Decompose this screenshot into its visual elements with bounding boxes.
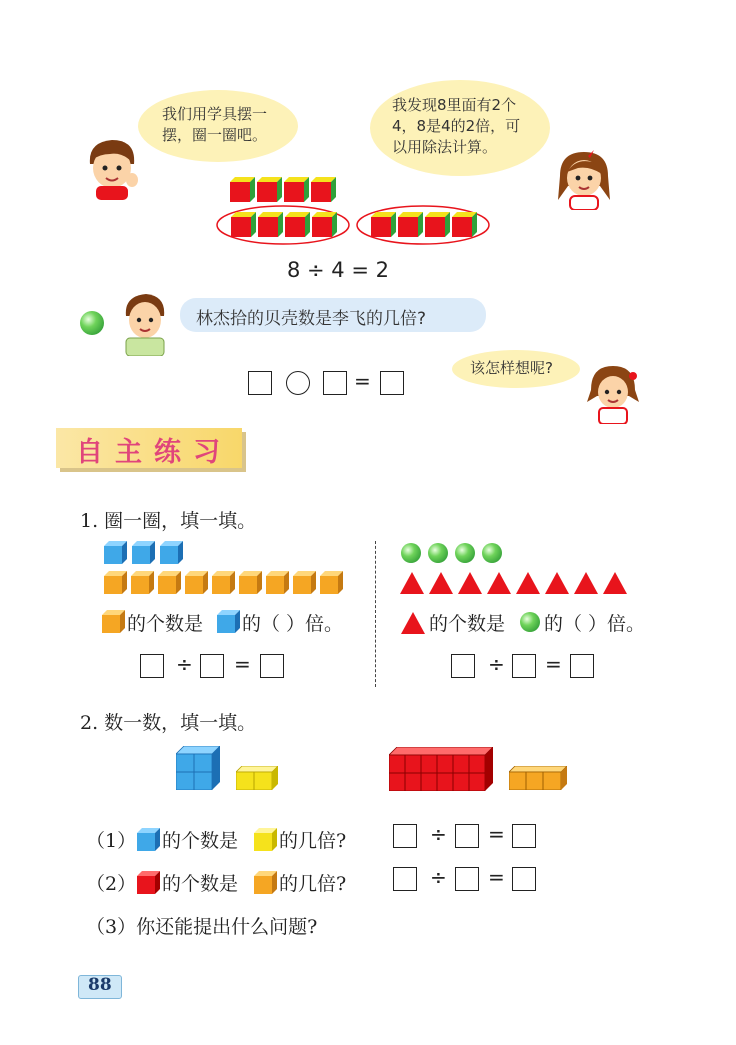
red-cube-block: [389, 747, 493, 791]
yellow-cube-pair: [236, 766, 278, 790]
ex2-q2-b: 的几倍?: [279, 873, 347, 895]
girl-thinking-illustration: [585, 362, 641, 424]
equals-sign: =: [488, 822, 505, 846]
blue-cube-small-icon: [137, 828, 161, 852]
ex2-q2-box-2[interactable]: [455, 867, 479, 891]
boy-illustration: [82, 134, 144, 200]
red-triangle-3: [458, 572, 482, 594]
division-sign: ÷: [176, 652, 193, 676]
division-sign: ÷: [430, 822, 447, 846]
girl-speech-text: 我发现8里面有2个4，8是4的2倍，可以用除法计算。: [392, 96, 521, 156]
exercise-1-heading: 1. 圈一圈，填一填。: [80, 510, 257, 532]
ex1-right-sentence-a: 的个数是: [429, 613, 506, 635]
ex2-q2-a: 的个数是: [162, 873, 239, 895]
ex2-q1-box-1[interactable]: [393, 824, 417, 848]
ex2-q2-number: （2）: [86, 873, 137, 895]
ex2-q1-a: 的个数是: [162, 830, 239, 852]
think-text: 该怎样想呢?: [470, 359, 553, 377]
orange-cube-icon: [102, 610, 126, 634]
yellow-cube-small-icon: [254, 828, 278, 852]
ex2-q2-box-1[interactable]: [393, 867, 417, 891]
red-cube-small-icon: [137, 871, 161, 895]
orange-cube-small-icon: [254, 871, 278, 895]
ex2-q1-number: （1）: [86, 830, 137, 852]
operator-circle[interactable]: [286, 371, 310, 395]
ex1-right-box-2[interactable]: [512, 654, 536, 678]
red-triangle-7: [574, 572, 598, 594]
red-triangle-1: [400, 572, 424, 594]
boy-speech-text: 我们用学具摆一摆，圈一圈吧。: [162, 105, 268, 144]
red-triangle-8: [603, 572, 627, 594]
top-cubes-circled-right: [355, 204, 491, 246]
equals-sign: =: [354, 369, 371, 393]
green-ball-3: [455, 543, 475, 563]
top-cubes-row-1: [230, 177, 340, 203]
red-triangle-5: [516, 572, 540, 594]
boy-thinking-illustration: [120, 290, 170, 356]
ex1-left-box-1[interactable]: [140, 654, 164, 678]
division-sign: ÷: [430, 865, 447, 889]
equals-sign: =: [545, 652, 562, 676]
red-triangle-2: [429, 572, 453, 594]
top-cubes-circled-left: [215, 204, 351, 246]
orange-cubes-row: [104, 571, 356, 595]
exercise-2-heading: 2. 数一数，填一填。: [80, 712, 257, 734]
answer-box-2[interactable]: [323, 371, 347, 395]
division-equation: 8 ÷ 4 = 2: [287, 258, 389, 282]
section-title: 自主练习: [76, 437, 232, 468]
ex1-right-sentence-b: 的（ ）倍。: [544, 613, 646, 635]
red-triangle-4: [487, 572, 511, 594]
blue-cube-icon: [217, 610, 241, 634]
red-triangle-6: [545, 572, 569, 594]
column-divider: [375, 541, 376, 687]
answer-box-1[interactable]: [248, 371, 272, 395]
ex2-q1-box-2[interactable]: [455, 824, 479, 848]
green-ball-4: [482, 543, 502, 563]
ex1-left-box-2[interactable]: [200, 654, 224, 678]
blue-cube-stack: [176, 746, 220, 790]
ex1-left-sentence-a: 的个数是: [127, 613, 204, 635]
division-sign: ÷: [488, 652, 505, 676]
ex2-q3: （3）你还能提出什么问题?: [86, 916, 318, 938]
orange-cube-row: [509, 766, 567, 790]
question-text: 林杰拾的贝壳数是李飞的几倍?: [196, 309, 427, 329]
ex2-q1-b: 的几倍?: [279, 830, 347, 852]
blue-cubes-row: [104, 541, 194, 565]
equals-sign: =: [234, 652, 251, 676]
ex1-left-box-3[interactable]: [260, 654, 284, 678]
green-ball-marker-icon: [80, 311, 104, 335]
page-number: 88: [88, 975, 112, 995]
answer-box-3[interactable]: [380, 371, 404, 395]
ex1-right-box-1[interactable]: [451, 654, 475, 678]
green-ball-1: [401, 543, 421, 563]
equals-sign: =: [488, 865, 505, 889]
red-triangle-icon: [401, 612, 425, 634]
ex2-q2-box-3[interactable]: [512, 867, 536, 891]
ex1-left-sentence-b: 的（ ）倍。: [242, 613, 344, 635]
girl-illustration: [552, 146, 616, 210]
green-ball-icon: [520, 612, 540, 632]
ex2-q1-box-3[interactable]: [512, 824, 536, 848]
green-ball-2: [428, 543, 448, 563]
ex1-right-box-3[interactable]: [570, 654, 594, 678]
